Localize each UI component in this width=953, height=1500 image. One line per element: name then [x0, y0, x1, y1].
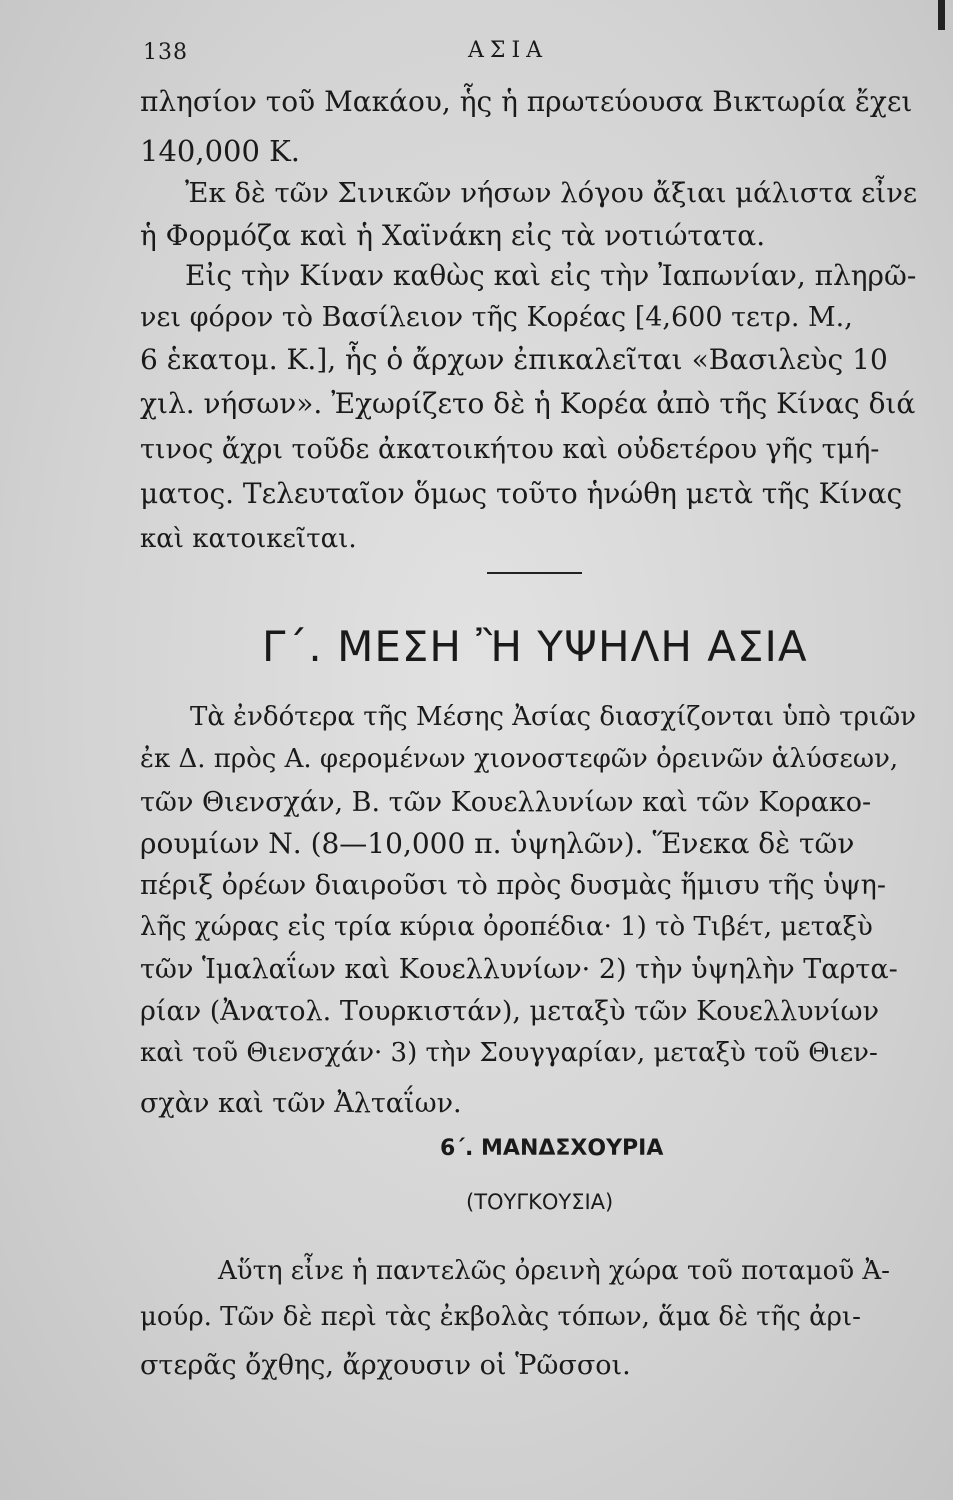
- text-line: τινος ἄχρι τοῦδε ἀκατοικήτου καὶ οὐδετέρου γῆς τμή-: [140, 434, 880, 465]
- scan-edge-mark: [938, 0, 945, 30]
- text-line: 6 ἑκατομ. Κ.], ἧς ὁ ἄρχων ἐπικαλεῖται «Βασιλεὺς 10: [140, 343, 888, 376]
- text-line: πλησίον τοῦ Μακάου, ἧς ἡ πρωτεύουσα Βικτωρία ἔχει: [140, 85, 913, 118]
- text-line: χιλ. νήσων». Ἐχωρίζετο δὲ ἡ Κορέα ἀπὸ τῆς Κίνας διά: [140, 387, 916, 420]
- text-line: ρουμίων Ν. (8—10,000 π. ὑψηλῶν). Ἕνεκα δὲ τῶν: [140, 827, 855, 860]
- text-line: ἐκ Δ. πρὸς Α. φερομένων χιονοστεφῶν ὀρεινῶν ἁλύσεων,: [140, 744, 899, 774]
- text-line: τῶν Ἱμαλαΐων καὶ Κουελλυνίων· 2) τὴν ὑψηλὴν Ταρτα-: [140, 954, 898, 985]
- text-line: μούρ. Τῶν δὲ περὶ τὰς ἐκβολὰς τόπων, ἅμα δὲ τῆς ἀρι-: [140, 1302, 861, 1332]
- text-line: ματος. Τελευταῖον ὅμως τοῦτο ἡνώθη μετὰ τῆς Κίνας: [140, 477, 903, 510]
- text-line: στερᾶς ὄχθης, ἄρχουσιν οἱ Ῥῶσσοι.: [140, 1350, 631, 1381]
- section-heading: Γ΄. ΜΕΣΗ Ἢ ΥΨΗΛΗ ΑΣΙΑ: [262, 622, 808, 671]
- page-number: 138: [143, 40, 188, 65]
- text-line: Εἰς τὴν Κίναν καθὼς καὶ εἰς τὴν Ἰαπωνίαν, πληρῶ-: [185, 259, 917, 292]
- text-line: τῶν Θιενσχάν, Β. τῶν Κουελλυνίων καὶ τῶν Κορακο-: [140, 787, 872, 818]
- text-line: λῆς χώρας εἰς τρία κύρια ὀροπέδια· 1) τὸ Τιβέτ, μεταξὺ: [140, 912, 873, 942]
- text-line: πέριξ ὀρέων διαιροῦσι τὸ πρὸς δυσμὰς ἥμισυ τῆς ὑψη-: [140, 870, 886, 901]
- text-line: 140,000 Κ.: [140, 134, 301, 168]
- text-line: Τὰ ἐνδότερα τῆς Μέσης Ἀσίας διασχίζονται ὑπὸ τριῶν: [190, 702, 917, 732]
- separator-rule: [487, 572, 582, 574]
- text-line: καὶ τοῦ Θιενσχάν· 3) τὴν Σουγγαρίαν, μεταξὺ τοῦ Θιεν-: [140, 1038, 878, 1068]
- text-line: ἡ Φορμόζα καὶ ἡ Χαϊνάκη εἰς τὰ νοτιώτατα.: [140, 219, 766, 252]
- text-line: ρίαν (Ἀνατολ. Τουρκιστάν), μεταξὺ τῶν Κουελλυνίων: [140, 996, 879, 1027]
- running-title: ΑΣΙΑ: [468, 38, 549, 63]
- text-line: σχὰν καὶ τῶν Ἀλταΐων.: [140, 1088, 462, 1119]
- subsection-subheading: (ΤΟΥΓΚΟΥΣΙΑ): [466, 1190, 614, 1214]
- text-line: νει φόρον τὸ Βασίλειον τῆς Κορέας [4,600 τετρ. Μ.,: [140, 302, 853, 333]
- text-line: καὶ κατοικεῖται.: [140, 524, 357, 554]
- subsection-heading: 6΄. ΜΑΝΔΣΧΟΥΡΙΑ: [440, 1136, 664, 1161]
- text-line: Αὕτη εἶνε ἡ παντελῶς ὀρεινὴ χώρα τοῦ ποταμοῦ Ἀ-: [218, 1256, 890, 1286]
- text-line: Ἐκ δὲ τῶν Σινικῶν νήσων λόγου ἄξιαι μάλιστα εἶνε: [185, 177, 918, 209]
